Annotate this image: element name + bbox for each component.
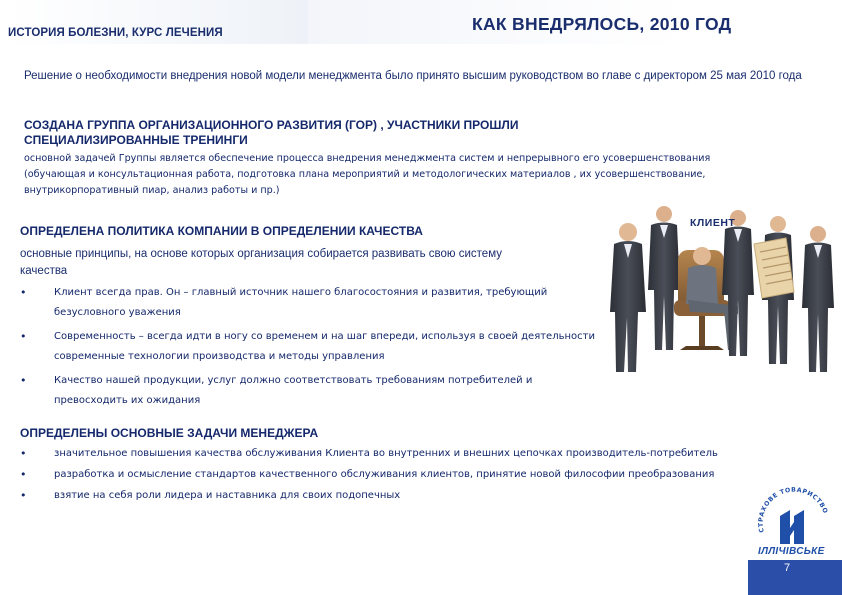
section3-heading: ОПРЕДЕЛЕНЫ ОСНОВНЫЕ ЗАДАЧИ МЕНЕДЖЕРА [20, 426, 319, 440]
list-item [20, 444, 840, 464]
list-item [20, 465, 840, 485]
section2-body: основные принципы, на основе которых организация собирается развивать свою систему качества [20, 248, 502, 277]
list-item [20, 486, 840, 506]
list-item-text: Клиент всегда прав. Он – главный источник нашего благосостояния и развития, требующий безусловного уважения [54, 287, 548, 318]
logo-name: ІЛЛІЧІВСЬКЕ [758, 546, 825, 557]
section-label: ИСТОРИЯ БОЛЕЗНИ, КУРС ЛЕЧЕНИЯ [8, 27, 223, 39]
list-item-text: Качество нашей продукции, услуг должно соответствовать требованиям потребителей и превосходить их ожидания [54, 375, 533, 406]
person-figure [802, 226, 834, 372]
bullet-icon: • [20, 374, 27, 387]
bullet-icon: • [20, 286, 27, 299]
list-item [20, 283, 600, 323]
manager-tasks-list [20, 444, 840, 507]
list-item-text: Современность – всегда идти в ногу со временем и на шаг впереди, используя в своей деятельности современные технологии производства и методы управления [54, 331, 595, 362]
quality-policy-list [20, 283, 600, 415]
list-item-text: взятие на себя роли лидера и наставника для своих подопечных [54, 490, 401, 501]
logo-ring-text: СТРАХОВЕ ТОВАРИСТВО [757, 486, 829, 534]
client-figure [754, 216, 794, 364]
page-title: КАК ВНЕДРЯЛОСЬ, 2010 ГОД [472, 14, 732, 34]
footer-bar [748, 560, 842, 595]
bullet-icon: • [20, 447, 27, 460]
list-item-text: разработка и осмысление стандартов качественного обслуживания клиентов, принятие новой философии преобразования [54, 469, 715, 480]
list-item [20, 371, 600, 411]
person-figure [610, 223, 646, 372]
bullet-icon: • [20, 330, 27, 343]
list-item [20, 327, 600, 367]
bullet-icon: • [20, 468, 27, 481]
section2-heading: ОПРЕДЕЛЕНА ПОЛИТИКА КОМПАНИИ В ОПРЕДЕЛЕНИИ КАЧЕСТВА [20, 224, 423, 238]
person-figure [648, 206, 680, 350]
company-logo-icon [752, 482, 832, 554]
list-item-text: значительное повышения качества обслуживания Клиента во внутренних и внешних цепочках производитель-потребитель [54, 448, 718, 459]
section1-heading: СОЗДАНА ГРУППА ОРГАНИЗАЦИОННОГО РАЗВИТИЯ (ГОР) , УЧАСТНИКИ ПРОШЛИ СПЕЦИАЛИЗИРОВАННЫЕ ТРЕНИНГИ [24, 118, 519, 147]
intro-paragraph: Решение о необходимости внедрения новой модели менеджмента было принято высшим руководством во главе с директором 25 мая 2010 года [24, 70, 802, 82]
section1-body: основной задачей Группы является обеспечение процесса внедрения менеджмента систем и непрерывного его усовершенствования (обучающая и консультационная работа, подготовка плана мероприятий и методологических материалов , их усовершенствование, внутрикорпоративный пиар, анализ работы и пр.) [24, 153, 711, 196]
client-label: КЛИЕНТ [690, 217, 736, 229]
bullet-icon: • [20, 489, 27, 502]
page-number: 7 [784, 562, 791, 574]
